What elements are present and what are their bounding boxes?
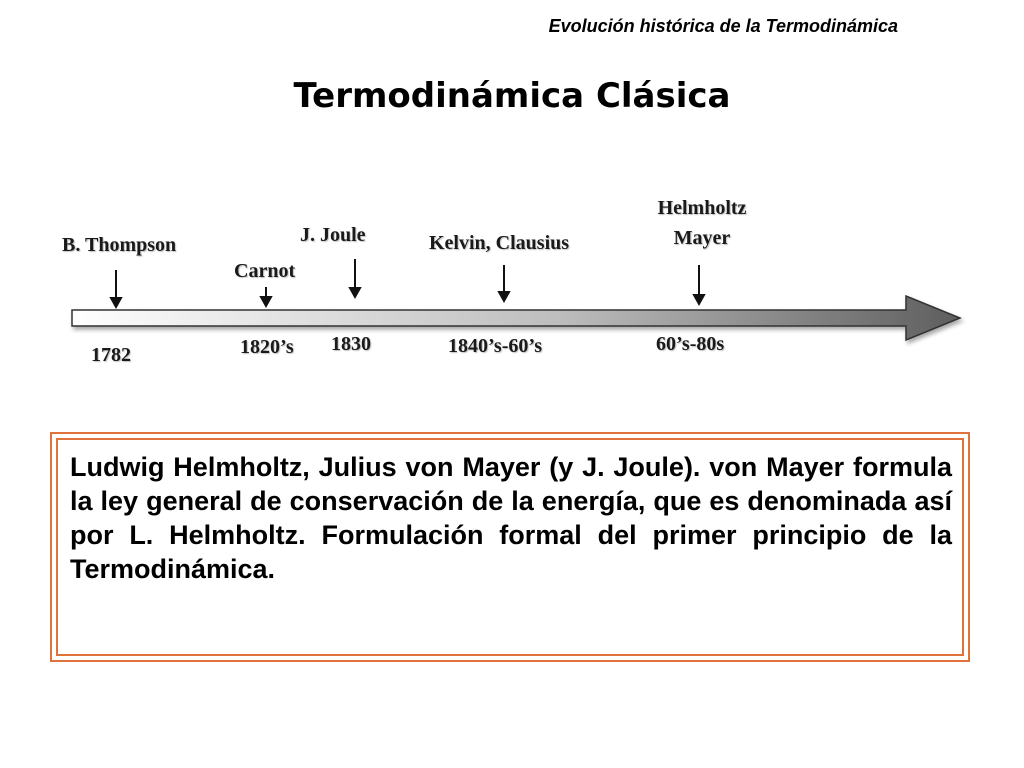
event-kelvin-date: 1840’s-60’s [448,335,543,357]
info-text: Ludwig Helmholtz, Julius von Mayer (y J. Joule). von Mayer formula la ley general de conservación de la energía, que es denominada así por L. Helmholtz. Formulación formal del primer principio de la Termodinámica. [70,452,952,584]
event-helmholtz-name: Helmholtz [657,197,747,219]
event-kelvin-name: Kelvin, Clausius [429,232,570,254]
event-carnot-date: 1820’s [240,336,294,358]
event-helmholtz-date: 60’s-80s [656,333,725,355]
event-carnot-name: Carnot [234,260,296,282]
event-joule-date: 1830 [331,333,371,355]
timeline-arrow-body [72,296,960,340]
event-thompson-date: 1782 [91,344,131,366]
event-thompson-name: B. Thompson [62,234,177,256]
pointer-arrows [111,259,704,307]
info-box-inner [56,438,964,656]
header-caption: Evolución histórica de la Termodinámica [548,16,898,36]
slide-title: Termodinámica Clásica [293,76,731,116]
event-mayer-name: Mayer [673,227,731,249]
info-box [50,432,970,662]
event-joule-name: J. Joule [300,224,366,246]
